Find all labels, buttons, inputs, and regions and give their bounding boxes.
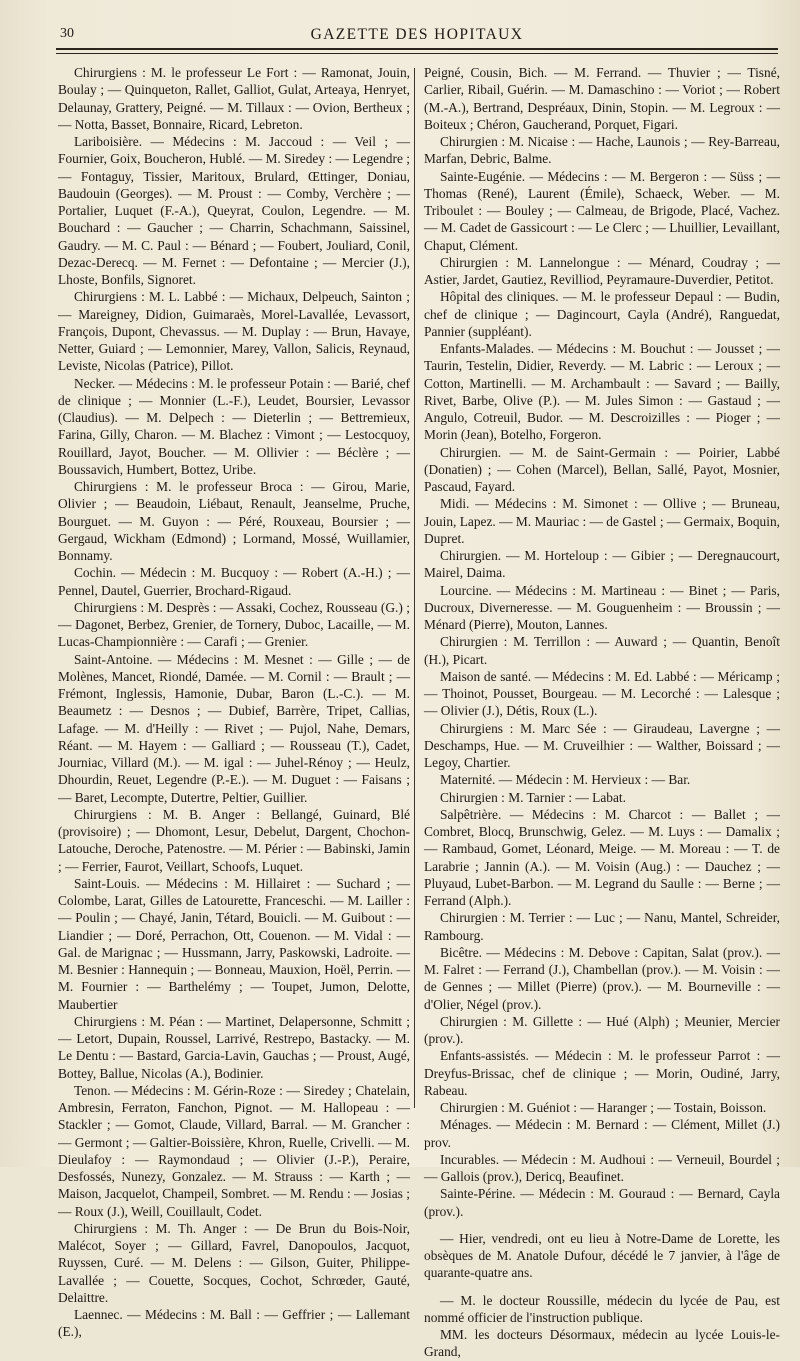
page-header — [56, 26, 778, 48]
paragraph: Salpêtrière. — Médecins : M. Charcot : — Ballet ; — Combret, Blocq, Brunschwig, Gelez. — M. Luys : — Damalix ; — Rambaud, Gomet, Léonard, Meige. — M. Moreau : — T. de Larabrie ; Jannin (A.). — M. Voisin (Aug.) : — Dauchez ; — Pluyaud, Lubet-Barbon. — M. Legrand du Saulle : — Berne ; — Ferrand (Alph.). — [424, 806, 780, 908]
header-rule-thin — [56, 53, 778, 54]
paragraph: Chirurgiens : M. Marc Sée : — Giraudeau, Lavergne ; — Deschamps, Hue. — M. Cruveilhier : — Walther, Boissard ; — Legoy, Chartier. — [424, 720, 780, 770]
paragraph: Saint-Antoine. — Médecins : M. Mesnet : — Gille ; — de Molènes, Mancet, Riondé, Damée. — M. Cornil : — Brault ; — Frémont, Inglessis, Hamonie, Dubar, Baron (L.-C.). — M. Beaumetz : — Desnos ; — Dubief, Barrère, Tripet, Callias, Lafage. — M. d'Heilly : — Rivet ; — Pujol, Nahe, Demars, Réant. — M. Hayem : — Galliard ; — Rousseau (T.), Cadet, Journiac, Villard (M.). — M. igal : — Juhel-Rénoy ; — Heulz, Dhourdin, Reuet, Legendre (P.-E.). — M. Duguet : — Faisans ; — Baret, Lecompte, Dutertre, Peltier, Guillier. — [58, 651, 410, 805]
paragraph: Incurables. — Médecin : M. Audhoui : — Verneuil, Bourdel ; — Gallois (prov.), Dericq, Beaufinet. — [424, 1151, 780, 1184]
paragraph: Enfants-assistés. — Médecin : M. le professeur Parrot : — Dreyfus-Brissac, chef de clinique ; — Morin, Oudiné, Jarry, Rabeau. — [424, 1048, 780, 1098]
paragraph: Lariboisière. — Médecins : M. Jaccoud : — Veil ; — Fournier, Goix, Boucheron, Hublé. — M. Siredey : — Legendre ; — Fontaguy, Tissier, Maritoux, Brulard, Œttinger, Doniau, Baudouin (Georges). — M. Proust : — Comby, Verchère ; — Portalier, Luquet (F.-A.), Queyrat, Coulon, Legendre. — M. Bouchard : — Gaucher ; — Charrin, Schachmann, Saissinel, Gaudry. — M. C. Paul : — Bénard ; — Foubert, Jouliard, Conil, Dezac-Derecq. — M. Fernet : — Defontaine ; — Mercier (J.), Lhoste, Bonfils, Signoret. — [58, 134, 410, 287]
paragraph: Lourcine. — Médecins : M. Martineau : — Binet ; — Paris, Ducroux, Diverneresse. — M. Gouguenheim : — Broussin ; — Ménard (Pierre), Mouton, Lannes. — [424, 582, 780, 632]
paragraph: Maternité. — Médecin : M. Hervieux : — Bar. — [440, 772, 691, 788]
paragraph: Chirurgiens : M. L. Labbé : — Michaux, Delpeuch, Sainton ; — Mareigney, Didion, Guimaraès, Morel-Lavallée, Levassort, François, Dupont, Chevassus. — M. Duplay : — Brun, Havaye, Netter, Guiard ; — Lemonnier, Marey, Vallon, Salicis, Reynaud, Leviste, Nicolas (Patrice), Pillot. — [58, 289, 410, 374]
paragraph: Maison de santé. — Médecins : M. Ed. Labbé : — Méricamp ; — Thoinot, Pousset, Bourgeau. — M. Lecorché : — Lalesque ; — Olivier (J.), Détis, Roux (L.). — [424, 668, 780, 719]
running-title: GAZETTE DES HOPITAUX — [310, 26, 524, 43]
paragraph: Peigné, Cousin, Bich. — M. Ferrand. — Thuvier ; — Tisné, Carlier, Ribail, Guérin. — M. Damaschino : — Voriot ; — Robert (M.-A.), Bertrand, Despréaux, Dinin, Stopin. — M. Legroux : — Boiteux ; Chéron, Gaucherand, Porquet, Figari. — [424, 65, 780, 132]
paragraph: Saint-Louis. — Médecins : M. Hillairet : — Suchard ; — Colombe, Larat, Gilles de Latourette, Franceschi. — M. Lailler : — Poulin ; — Chayé, Janin, Tétard, Bouicli. — M. Guibout : — Liandier ; — Doré, Perrachon, Ott, Couenon. — M. Vidal : — Gal. de Marignac ; — Hussmann, Jarry, Paskowski, Ladroite. — M. Besnier : Hannequin ; — Bonneau, Mauxion, Hoël, Perrin. — M. Fournier : — Barthelémy ; — Toupet, Jumon, Delotte, Maubertier — [58, 875, 410, 1012]
paragraph: Laennec. — Médecins : M. Ball : — Geffrier ; — Lallemant (E.), — [58, 1307, 410, 1340]
paragraph: Chirurgien : M. Guéniot : — Haranger ; — Tostain, Boisson. — [440, 1100, 767, 1115]
spacer — [424, 1282, 780, 1292]
paragraph: Chirurgien : M. Tarnier : — Labat. — [440, 789, 626, 805]
paragraph: Chirurgiens : M. le professeur Broca : — Girou, Marie, Olivier ; — Beaudoin, Liébaut, Renault, Jeanselme, Pruche, Bourguet. — M. Guyon : — Péré, Rouxeau, Boursier ; — Gergaud, Wickham (Edmond) ; Lormand, Mossé, Wuillamier, Bonnamy. — [58, 479, 410, 563]
left-column — [58, 64, 410, 1341]
news-item: — M. le docteur Roussille, médecin du lycée de Pau, est nommé officier de l'instruction publique. — [424, 1292, 780, 1325]
paragraph: Hôpital des cliniques. — M. le professeur Depaul : — Budin, chef de clinique ; — Dagincourt, Cayla (André), Ranguedat, Pannier (suppléant). — [424, 289, 780, 339]
paragraph: Tenon. — Médecins : M. Gérin-Roze : — Siredey ; Chatelain, Ambresin, Ferraton, Fanchon, Pignot. — M. Hallopeau : — Stackler ; — Gomot, Claude, Villard, Barral. — M. Grancher : — Germont ; — Galtier-Boissière, Khron, Ruelle, Crivelli. — M. Dieulafoy : — Raymondaud ; — Olivier (J.-P.), Peraire, Desfossés, Nunezy, Gonzalez. — M. Strauss : — Karth ; — Maison, Jacquelot, Champeil, Sombret. — M. Rendu : — Josias ; — Roux (J.), Weill, Couillault, Codet. — [58, 1082, 410, 1219]
paragraph: Enfants-Malades. — Médecins : M. Bouchut : — Jousset ; — Taurin, Testelin, Didier, Reverdy. — M. Labric : — Leroux ; — Cotton, Martinelli. — M. Archambault : — Savard ; — Bailly, Rivet, Barbe, Olive (P.). — M. Jules Simon : — Gastaud ; — Angulo, Cotreuil, Budor. — M. Descroizilles : — Pioger ; — Morin (Jean), Botelho, Forgeron. — [424, 341, 780, 443]
paragraph: Chirurgiens : M. le professeur Le Fort : — Ramonat, Jouin, Boulay ; — Quinqueton, Rallet, Galliot, Gulat, Arteaya, Henryet, Delaunay, Grattery, Peigné. — M. Tillaux : — Ovion, Bertheux ; — Notta, Basset, Bonnaire, Ricard, Lebreton. — [58, 65, 410, 132]
paragraph: Chirurgien : M. Terrillon : — Auward ; — Quantin, Benoît (H.), Picart. — [424, 634, 780, 667]
spacer — [424, 1220, 780, 1230]
page-number: 30 — [60, 26, 74, 41]
paragraph: Cochin. — Médecin : M. Bucquoy : — Robert (A.-H.) ; — Pennel, Dautel, Guerrier, Brochard-Rigaud. — [58, 565, 410, 598]
paragraph: Sainte-Eugénie. — Médecins : — M. Bergeron : — Süss ; — Thomas (René), Laurent (Émile), Schaeck, Weber. — M. Triboulet : — Bouley ; — Calmeau, de Brigode, Placé, Vachez. — M. Cadet de Gassicourt : — Le Clerc ; — Lhuillier, Levaillant, Chaput, Clément. — [424, 168, 780, 253]
paragraph: Midi. — Médecins : M. Simonet : — Ollive ; — Bruneau, Jouin, Lapez. — M. Mauriac : — de Gastel ; — Germaix, Boquin, Dupret. — [424, 496, 780, 546]
right-column — [424, 64, 780, 1361]
paragraph: Chirurgien : M. Gillette : — Hué (Alph) ; Meunier, Mercier (prov.). — [424, 1013, 780, 1046]
paragraph: Chirurgiens : M. Desprès : — Assaki, Cochez, Rousseau (G.) ; — Dagonet, Berbez, Grenier, de Tornery, Duboc, Lacaille, — M. Lucas-Championnière : — Carafi ; — Grenier. — [58, 599, 410, 650]
paragraph: Ménages. — Médecin : M. Bernard : — Clément, Millet (J.) prov. — [424, 1117, 780, 1150]
paragraph: Chirurgiens : M. B. Anger : Bellangé, Guinard, Blé (provisoire) ; — Dhomont, Lesur, Debelut, Dargent, Chochon-Latouche, Deroche, Patenostre. — M. Périer : — Babinski, Jamin ; — Ferrier, Faurot, Veillart, Schoofs, Luquet. — [58, 806, 410, 874]
paragraph: Chirurgiens : M. Péan : — Martinet, Delapersonne, Schmitt ; — Letort, Dupain, Roussel, Larrivé, Restrepo, Bastacky. — M. Le Dentu : — Bastard, Garcia-Lavin, Gauchas ; — Proust, Augé, Bottey, Ballue, Nicolas (A.), Bodinier. — [58, 1013, 410, 1081]
paragraph: Chirurgien : M. Lannelongue : — Ménard, Coudray ; — Astier, Jardet, Gautiez, Revilliod, Peyramaure-Duverdier, Petitot. — [424, 254, 780, 287]
column-divider — [414, 68, 415, 1108]
paragraph: Sainte-Périne. — Médecin : M. Gouraud : — Bernard, Cayla (prov.). — [424, 1186, 780, 1219]
news-item: MM. les docteurs Désormaux, médecin au lycée Louis-le-Grand, — [424, 1327, 780, 1360]
paragraph: Chirurgien. — M. de Saint-Germain : — Poirier, Labbé (Donatien) ; — Cohen (Marcel), Bellan, Sallé, Payot, Mosnier, Pascaud, Fayard. — [424, 444, 780, 494]
paragraph: Chirurgien : M. Nicaise : — Hache, Launois ; — Rey-Barreau, Marfan, Debric, Balme. — [424, 134, 780, 167]
paragraph: Chirurgien. — M. Horteloup : — Gibier ; — Deregnaucourt, Mairel, Daima. — [424, 548, 780, 581]
header-rule-thick — [56, 48, 778, 50]
paragraph: Bicêtre. — Médecins : M. Debove : Capitan, Salat (prov.). — M. Falret : — Ferrand (J.), Chambellan (prov.). — M. Voisin : — de Gennes ; — Millet (Pierre) (prov.). — M. Bourneville : — d'Olier, Négel (prov.). — [424, 944, 780, 1012]
news-item: — Hier, vendredi, ont eu lieu à Notre-Dame de Lorette, les obsèques de M. Anatole Dufour, décédé le 7 janvier, à l'âge de quarante-quatre ans. — [424, 1230, 780, 1281]
paragraph: Chirurgiens : M. Th. Anger : — De Brun du Bois-Noir, Malécot, Soyer ; — Gillard, Favrel, Danopoulos, Jacquot, Ruyssen, Curé. — M. Delens : — Gilson, Guiter, Philippe-Lavallée ; — Couette, Socques, Cochot, Schrœder, Gauté, Delaittre. — [58, 1220, 410, 1305]
paragraph: Chirurgien : M. Terrier : — Luc ; — Nanu, Mantel, Schreider, Rambourg. — [424, 910, 780, 943]
paragraph: Necker. — Médecins : M. le professeur Potain : — Barié, chef de clinique ; — Monnier (L.-F.), Leudet, Boursier, Levassor (Claudius). — M. Delpech : — Dieterlin ; — Bettremieux, Farina, Gilly, Charon. — M. Blachez : Vimont ; — Lestocquoy, Rouillard, Jayot, Boucher. — M. Ollivier : — Béclère ; — Boussavich, Humbert, Bottez, Uribe. — [58, 375, 410, 477]
